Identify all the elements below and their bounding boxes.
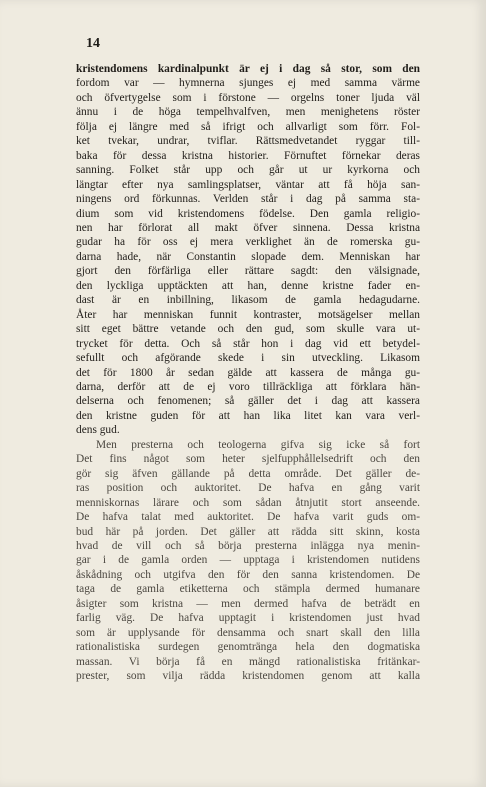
text-line: gör sig äfven gällande på detta område. Det gäller de- [76, 467, 420, 480]
text-line: dast är en inbillning, likasom de gamla hedagudarne. [76, 294, 420, 307]
text-line: massan. Vi börja få en mängd rationalistiska fritänkar- [76, 655, 420, 668]
text-line: trycket för detta. Och så står hon i dag vid ett betydel- [76, 337, 420, 350]
text-line: farlig väg. De hafva upptagit i kristendomen just hvad [76, 612, 420, 625]
text-line: bud här på jorden. Det gäller att rädda sitt skinn, kosta [76, 525, 420, 538]
text-line: ket tvekar, undrar, tviflar. Rättsmedvetandet ryggar till- [76, 135, 420, 148]
text-line: sefullt och afgörande skede i sin utveckling. Likasom [76, 352, 420, 365]
page-number: 14 [86, 36, 100, 51]
text-line: menniskornas lärare och som sådan åtnjutit stort anseende. [76, 496, 420, 509]
text-line: prester, som vilja rädda kristendomen genom att kalla [76, 670, 420, 683]
text-line: följa ej längre med så ifrigt och allvarligt som förr. Fol- [76, 120, 420, 133]
text-line: sanning. Folket står upp och går ut ur kyrkorna och [76, 164, 420, 177]
text-line: längtar efter nya samlingsplatser, väntar att få höja san- [76, 178, 420, 191]
text-line: den kristne guden för att han lika litet kan vara verl- [76, 409, 420, 422]
text-line: dium som vid kristendomens födelse. Den gamla religio- [76, 207, 420, 220]
text-line: åsigter som kristna — men dermed hafva de beträdt en [76, 597, 420, 610]
text-line: darna hade, när Constantin slopade dem. Menniskan har [76, 250, 420, 263]
text-line: Åter har menniskan funnit kontraster, motsägelser mellan [76, 308, 420, 321]
text-line: ras position och auktoritet. De hafva en gång varit [76, 482, 420, 495]
text-line: Det fins något som heter sjelfupphållelsedrift och den [76, 453, 420, 466]
text-line: som är upplysande för densamma och snart skall den lilla [76, 626, 420, 639]
text-line: De hafva talat med auktoritet. De hafva varit guds om- [76, 511, 420, 524]
text-line: darna, derför att de ej voro tillräckliga att förklara hän- [76, 380, 420, 393]
text-line: baka för dessa kristna historier. Förnuftet förnekar deras [76, 149, 420, 162]
text-line: dens gud. [76, 424, 120, 437]
text-line: Men presterna och teologerna gifva sig icke så fort [96, 438, 420, 451]
text-line: gjort den förfärliga eller rättare sagdt: den välsignade, [76, 265, 420, 278]
text-line: ningens ord förkunnas. Verlden står i dag på samma sta- [76, 193, 420, 206]
text-line: det för 1800 år sedan gälde att kassera de många gu- [76, 366, 420, 379]
body-text [76, 62, 420, 683]
text-line: gudar ha för oss ej mera verklighet än de romerska gu- [76, 236, 420, 249]
text-line: hvad de vill och så börja presterna inlägga nya menin- [76, 539, 420, 552]
text-line: sitt eget bättre vetande och den gud, som skulle vara ut- [76, 323, 420, 336]
text-line: kristendomens kardinalpunkt är ej i dag så stor, som den [76, 63, 420, 75]
text-line: fordom var — hymnerna sjunges ej med samma värme [76, 77, 420, 90]
text-line: ännu i de höga tempelhvalfven, men menighetens röster [76, 106, 420, 119]
text-line: rationalistiska surdegen genomtränga hela den dogmatiska [76, 641, 420, 654]
text-line: taga de gamla etiketterna och stämpla dermed humanare [76, 583, 420, 596]
text-line: delserna och fenomenen; så gäller det i dag att kassera [76, 395, 420, 408]
text-line: nen har förlorat all makt öfver sinnena. Dessa kristna [76, 221, 420, 234]
text-line: och öfvertygelse som i förstone — orgelns toner ljuda väl [76, 91, 420, 104]
text-line: åskådning och utgifva den för den sanna kristendomen. De [76, 568, 420, 581]
text-line: gar i de gamla orden — upptaga i kristendomen nutidens [76, 554, 420, 567]
text-line: den lyckliga upptäckten att han, denne kristne fader en- [76, 279, 420, 292]
